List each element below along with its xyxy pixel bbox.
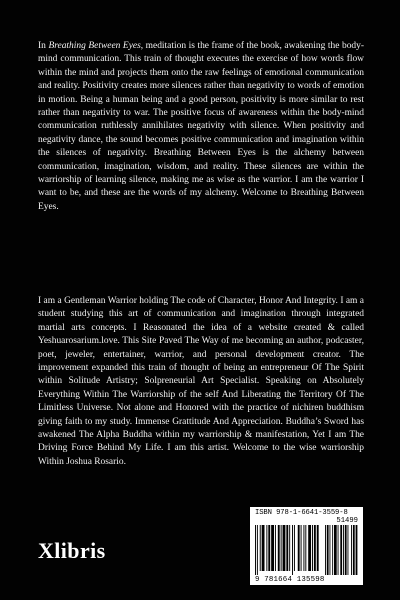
author-bio-paragraph: I am a Gentleman Warrior holding The code of Character, Honor And Integrity. I am a student studying this art of communication and imagination through integrated martial arts concepts. I Reasonated the idea of a website created & called Yeshuarosarium.love. This Site Paved The Way of me becoming an author, podcaster, poet, jeweler, entertainer, warrior, and personal development creator. The improvement expanded this train of thought of being an entrepreneur Of The Spirit within Solitude Artistry; Solpreneurial Art Specialist. Speaking on Absolutely Everything Within The Warriorship of the self And Liberating the Territory Of The Limitless Universe. Not alone and Honored with the practice of nichiren buddhism giving faith to my study. Immense Grattitude And Appreciation. Buddha’s Sword has awakened The Alpha Buddha within my warriorship & manifestation, Yet I am The Driving Force Behind My Life. I am this artist. Welcome to the wise warriorship Within Joshua Rosario. — [38, 296, 364, 467]
isbn-label: ISBN 978-1-6641-3559-8 — [255, 509, 348, 517]
barcode-bar — [275, 525, 276, 571]
barcode-bar — [271, 525, 274, 571]
barcode-bar — [292, 525, 293, 575]
barcode-bar — [305, 525, 306, 571]
barcode-addon-bar — [351, 525, 352, 575]
barcode-bar — [303, 525, 304, 571]
barcode-bars — [255, 525, 358, 575]
barcode-bar — [268, 525, 270, 571]
barcode-bar — [289, 525, 290, 571]
ean-digits: 9 781664 135598 — [255, 576, 325, 584]
barcode-addon-bar — [343, 525, 344, 575]
book-title-italic: Breathing Between Eyes — [48, 41, 141, 51]
barcode-addon-bar — [353, 525, 355, 575]
barcode-bar — [281, 525, 282, 571]
barcode-addon-bar — [345, 525, 347, 575]
barcode-bar — [257, 525, 258, 575]
description-body: , meditation is the frame of the book, awakening the body-mind communication. This train of thought executes the exercise of how words flow within the mind and projects them onto the raw feelings of emotional communication and reality. Positivity creates more silences rather than negativity to words of emotion in motion. Being a human being and a good person, positivity is more similar to rest rather than negativity to war. The positive focus of awareness within the body-mind communication ruthlessly annihilates negativity with silence. When positivity and negativity dance, the sound becomes positive communication and imagination within the silences of negativity. Breathing Between Eyes is the alchemy between communication, imagination, wisdom, and reality. These silences are within the warriorship of learning silence, making me as wise as the warrior. I am the warrior I want to be, and these are the words of my alchemy. Welcome to Breathing Between Eyes. — [38, 41, 364, 212]
barcode-addon-bar — [325, 525, 326, 575]
barcode-bar — [255, 525, 256, 575]
publisher-logo: Xlibris — [38, 538, 106, 563]
barcode-addon-bar — [348, 525, 349, 575]
barcode-bar — [312, 525, 313, 571]
barcode-addon-bar — [356, 525, 358, 575]
description-lead: In — [38, 41, 49, 51]
barcode-addon-bar — [334, 525, 337, 575]
barcode-addon-bar — [332, 525, 333, 575]
barcode-addon-bar — [338, 525, 339, 575]
barcode-addon-bar — [327, 525, 329, 575]
barcode-bar — [278, 525, 280, 571]
barcode-bar — [260, 525, 261, 571]
barcode-bar — [262, 525, 265, 571]
barcode-bar — [298, 525, 300, 571]
description-paragraph — [38, 40, 364, 214]
barcode-bar — [301, 525, 302, 571]
barcode-bar — [308, 525, 311, 571]
barcode-bar — [317, 525, 319, 571]
barcode-addon-bar — [330, 525, 331, 575]
barcode-bar — [286, 525, 288, 571]
barcode-bar — [294, 525, 295, 571]
barcode-bar — [283, 525, 286, 571]
addon-digits: 51499 — [336, 517, 358, 525]
barcode-bar — [266, 525, 267, 571]
isbn-barcode — [250, 507, 363, 585]
barcode-addon-bar — [340, 525, 342, 575]
barcode-bar — [314, 525, 316, 571]
